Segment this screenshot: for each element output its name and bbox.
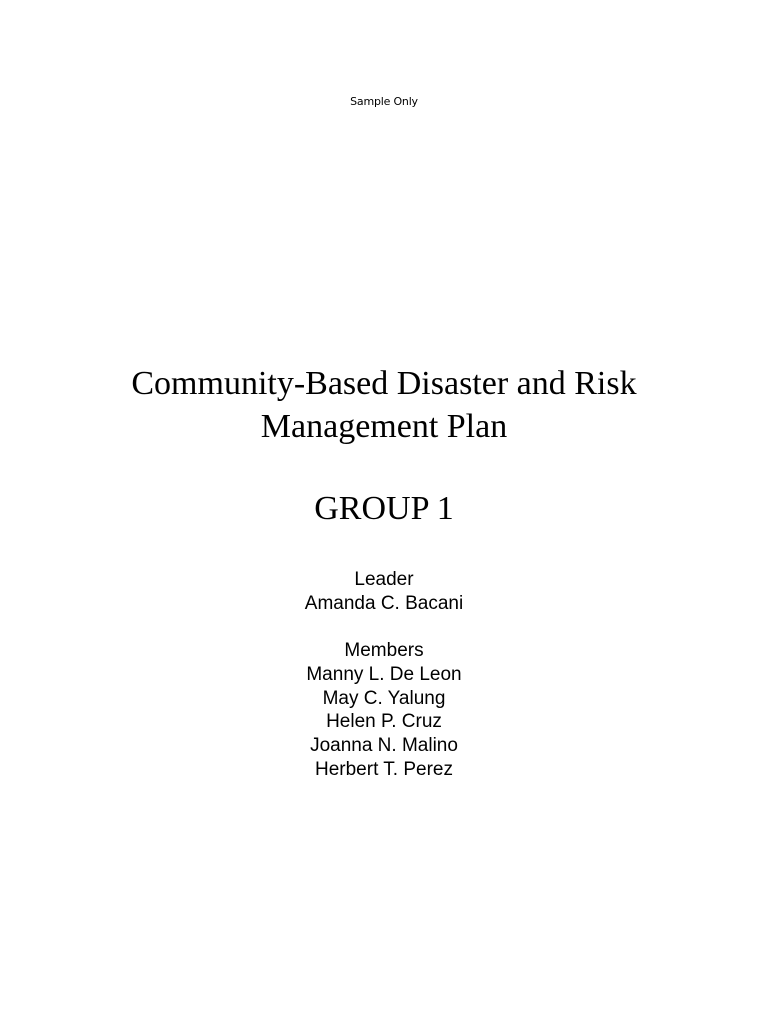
group-label: GROUP 1: [314, 490, 454, 527]
member-name: Herbert T. Perez: [315, 758, 453, 780]
member-name: May C. Yalung: [322, 687, 446, 709]
member-name: Joanna N. Malino: [310, 734, 458, 756]
document-title: [0, 362, 768, 448]
leader-name: Amanda C. Bacani: [304, 592, 464, 614]
roster-spacer: [0, 615, 768, 639]
title-line-1: Community-Based Disaster and Risk: [131, 365, 637, 402]
members-heading: Members: [344, 640, 424, 662]
title-line-2: Management Plan: [260, 408, 508, 445]
member-name: Helen P. Cruz: [326, 711, 442, 733]
member-name: Manny L. De Leon: [306, 663, 462, 685]
group-roster: [0, 568, 768, 781]
leader-heading: Leader: [354, 569, 414, 590]
sample-only-note: Sample Only: [350, 95, 418, 108]
